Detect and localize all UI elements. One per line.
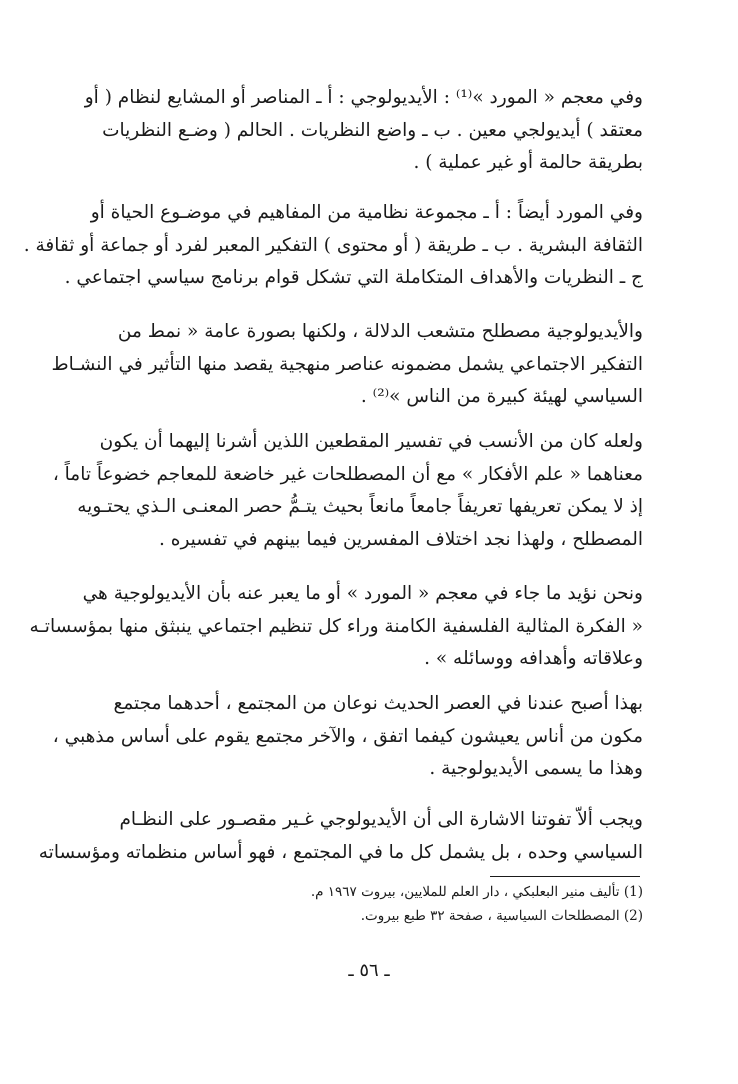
text-line: « الفكرة المثالية الفلسفية الكامنة وراء كل تنظيم اجتماعي ينبثق منها بمؤسساتـه: [29, 615, 643, 637]
paragraph-7: [38, 804, 643, 869]
paragraph-6: [52, 688, 643, 786]
text-line: وفي المورد أيضاً : أ ـ مجموعة نظامية من المفاهيم في موضـوع الحياة أو: [90, 202, 643, 223]
footnote-1: (1) تأليف منير البعلبكي ، دار العلم للملايين، بيروت ١٩٦٧ م.: [310, 884, 643, 900]
text-line: ولعله كان من الأنسب في تفسير المقطعين اللذين أشرنا إليهما أن يكون: [99, 431, 643, 452]
text-line: إذ لا يمكن تعريفها تعريفاً جامعاً مانعاً بحيث يتـمُّ حصر المعنـى الـذي يحتـويه: [77, 496, 643, 517]
paragraph-2: [23, 197, 643, 295]
footnotes: [98, 880, 643, 928]
text-line: بطريقة حالمة أو غير عملية ) .: [413, 152, 643, 173]
text-line: ج ـ النظريات والأهداف المتكاملة التي تشكل قوام برنامج سياسي اجتماعي .: [64, 267, 643, 288]
text-line: التفكير الاجتماعي يشمل مضمونه عناصر منهجية يقصد منها التأثير في النشـاط: [51, 353, 643, 375]
text-line: الثقافة البشرية . ب ـ طريقة ( أو محتوى ) التفكير المعبر لفرد أو جماعة أو ثقافة .: [23, 234, 643, 256]
text-line: وفي معجم « المورد »⁽¹⁾ : الأيديولوجي : أ ـ المناصر أو المشايع لنظام ( أو: [84, 87, 643, 108]
text-line: السياسي وحده ، بل يشمل كل ما في المجتمع ، فهو أساس منظماته ومؤسساته: [38, 841, 643, 863]
footnote-divider: [490, 876, 640, 877]
paragraph-3: [51, 316, 643, 414]
text-line: السياسي لهيئة كبيرة من الناس »⁽²⁾ .: [360, 386, 643, 407]
text-line: معناهما « علم الأفكار » مع أن المصطلحات غير خاضعة للمعاجم خضوعاً تاماً ،: [52, 463, 643, 485]
text-line: والأيديولوجية مصطلح متشعب الدلالة ، ولكنها بصورة عامة « نمط من: [117, 321, 643, 342]
text-line: وعلاقاته وأهدافه ووسائله » .: [424, 648, 643, 669]
paragraph-1: [84, 82, 643, 180]
text-line: المصطلح ، ولهذا نجد اختلاف المفسرين فيما بينهم في تفسيره .: [159, 528, 643, 550]
text-line: مكون من أناس يعيشون كيفما اتفق ، والآخر مجتمع يقوم على أساس مذهبي ،: [52, 725, 643, 747]
text-line: معتقد ) أيديولجي معين . ب ـ واضع النظريات . الحالم ( وضـع النظريات: [102, 119, 643, 141]
text-line: ويجب ألاّ تفوتنا الاشارة الى أن الأيديولوجي غـير مقصـور على النظـام: [119, 809, 643, 830]
paragraph-5: [29, 578, 643, 676]
footnote-2: (2) المصطلحات السياسية ، صفحة ٣٢ طبع بيروت.: [360, 908, 643, 924]
paragraph-4: [52, 426, 643, 556]
text-line: وهذا ما يسمى الأيديولوجية .: [429, 758, 643, 779]
text-line: بهذا أصبح عندنا في العصر الحديث نوعان من المجتمع ، أحدهما مجتمع: [113, 693, 643, 714]
text-line: ونحن نؤيد ما جاء في معجم « المورد » أو ما يعبر عنه بأن الأيديولوجية هي: [82, 583, 643, 604]
page-number: ـ ٥٦ ـ: [348, 960, 390, 981]
